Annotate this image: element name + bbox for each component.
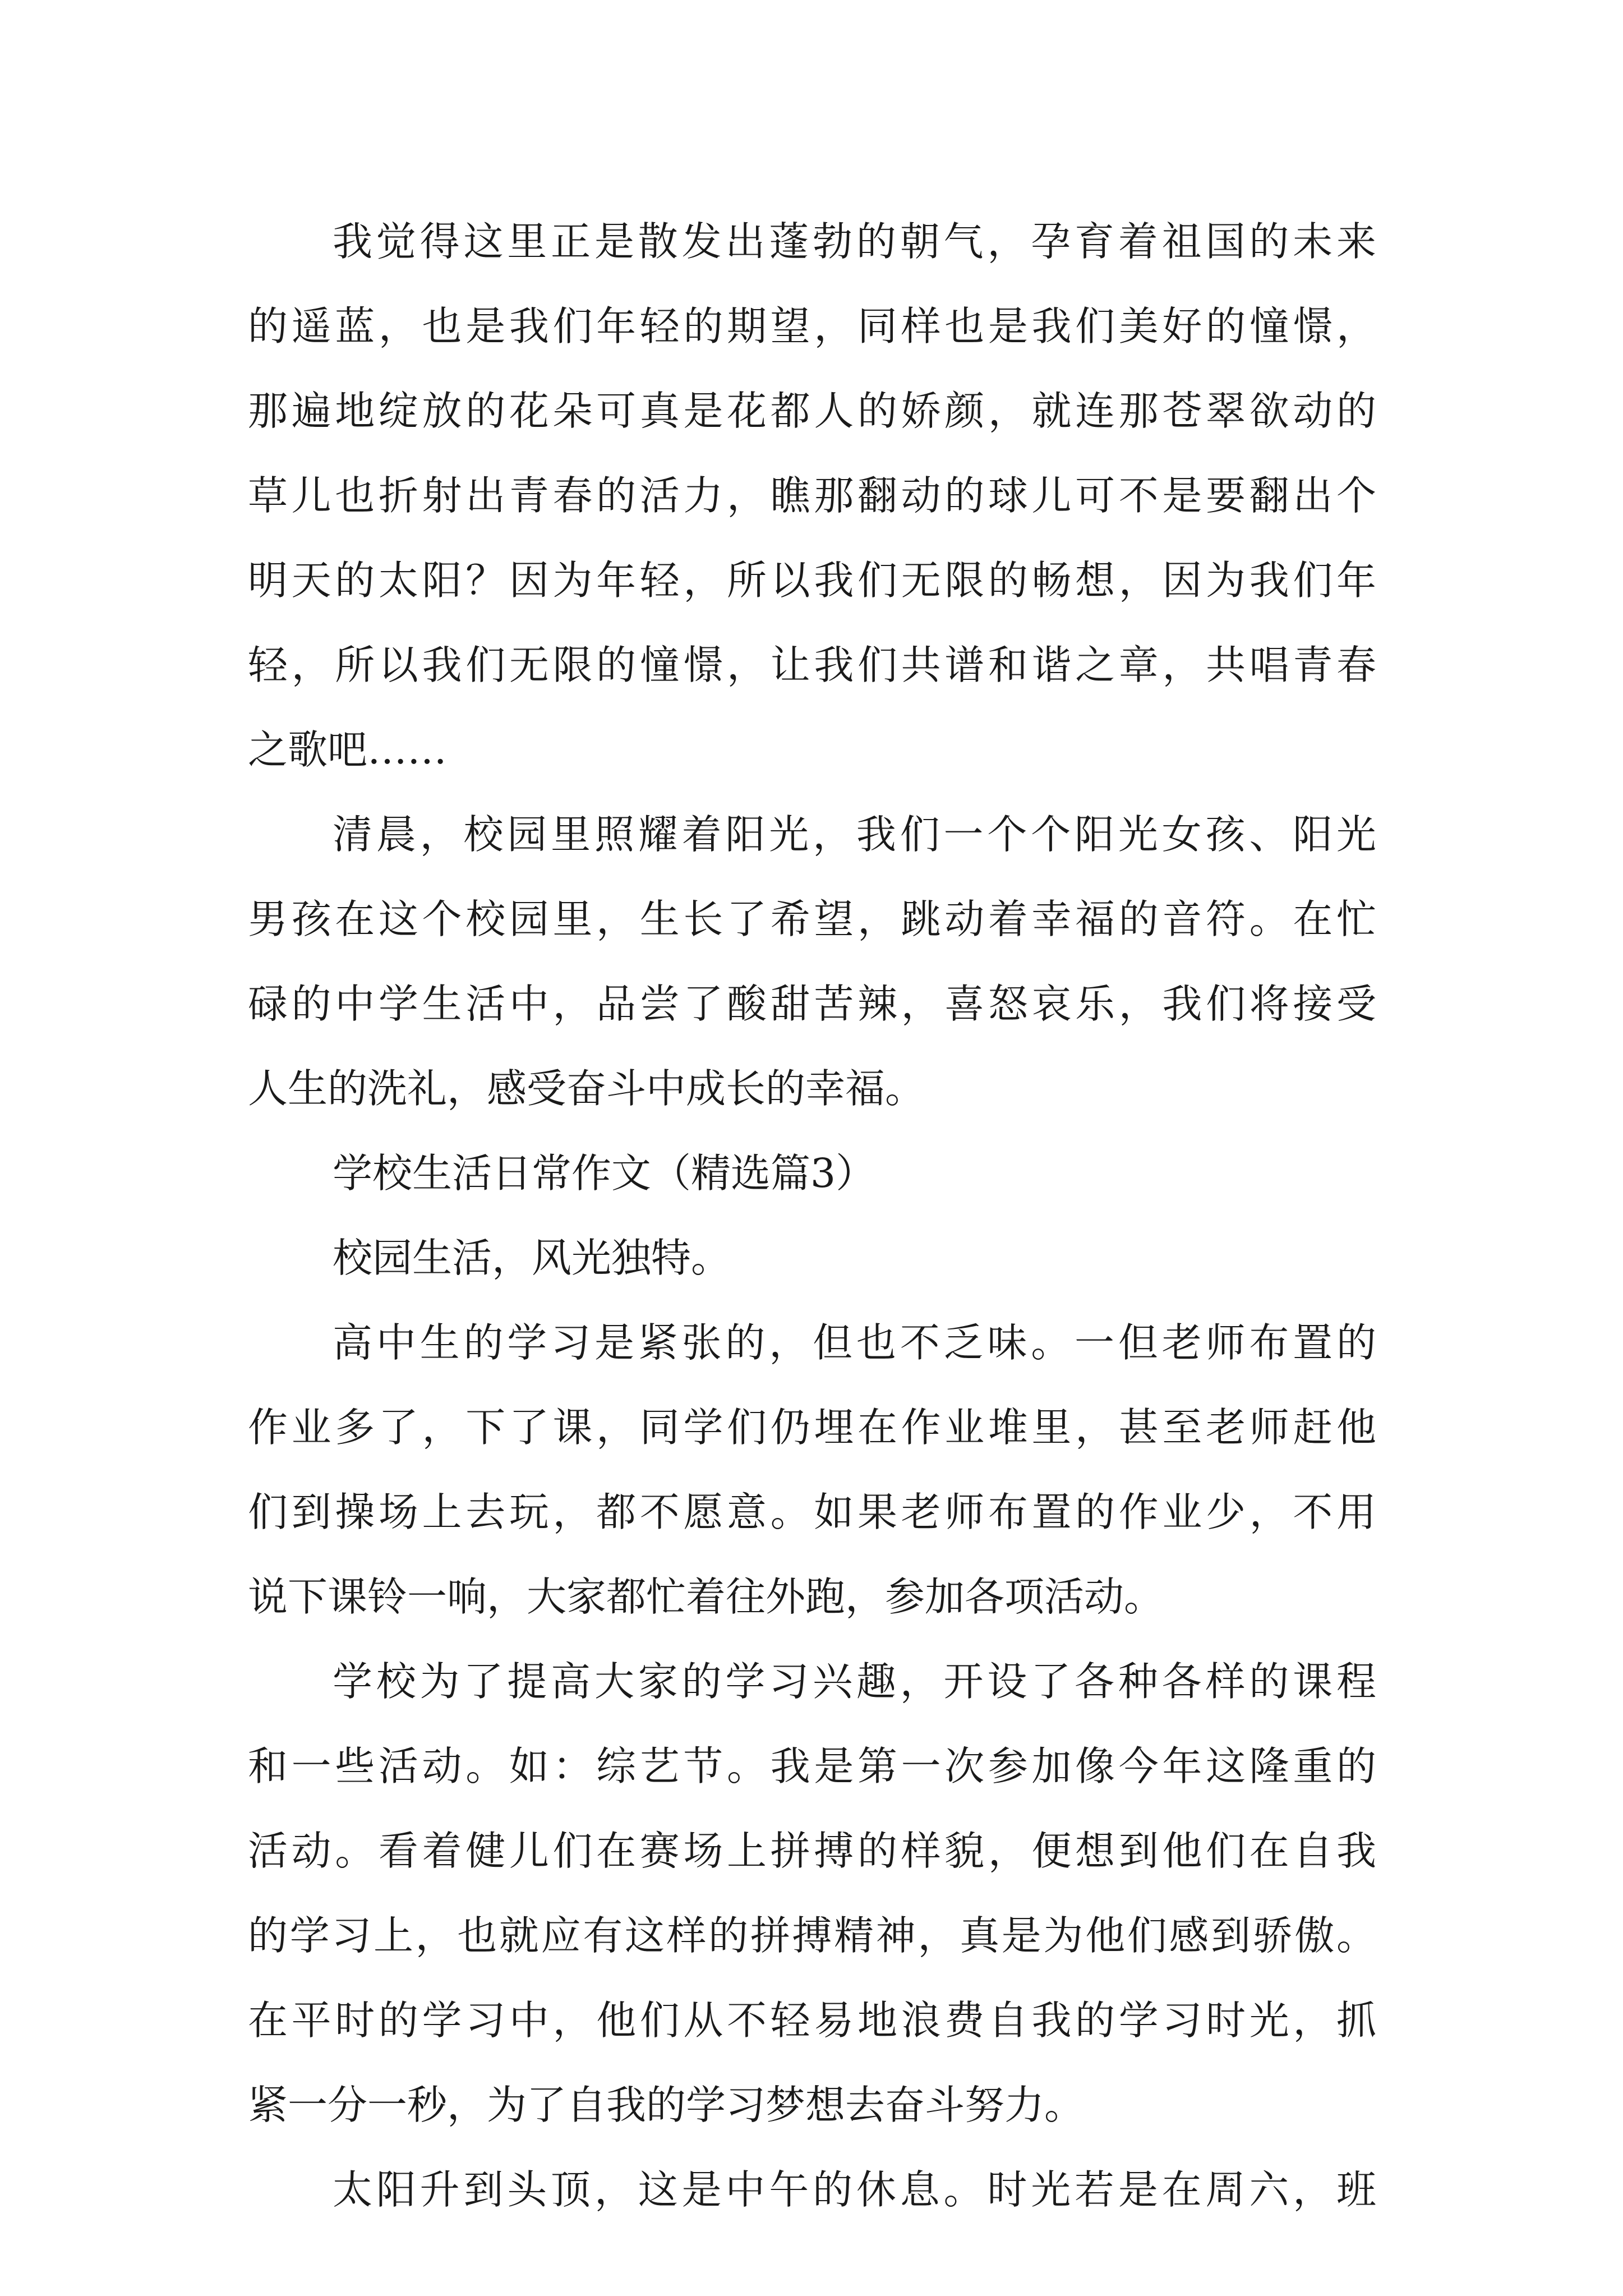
text-line: 作业多了，下了课，同学们仍埋在作业堆里，甚至老师赶他 <box>248 1404 1376 1451</box>
text-line: 校园生活，风光独特。 <box>333 1235 731 1281</box>
text-line: 明天的太阳？因为年轻，所以我们无限的畅想，因为我们年 <box>248 557 1376 604</box>
text-line: 和一些活动。如：综艺节。我是第一次参加像今年这隆重的 <box>248 1743 1376 1789</box>
text-line: 我觉得这里正是散发出蓬勃的朝气，孕育着祖国的未来 <box>333 218 1376 265</box>
text-line: 的学习上，也就应有这样的拼搏精神，真是为他们感到骄傲。 <box>248 1912 1376 1959</box>
text-line: 高中生的学习是紧张的，但也不乏味。一但老师布置的 <box>333 1319 1376 1366</box>
text-line: 活动。看着健儿们在赛场上拼搏的样貌，便想到他们在自我 <box>248 1828 1376 1874</box>
text-line: 紧一分一秒，为了自我的学习梦想去奋斗努力。 <box>248 2082 1085 2128</box>
text-line: 在平时的学习中，他们从不轻易地浪费自我的学习时光，抓 <box>248 1997 1376 2044</box>
text-line: 们到操场上去玩，都不愿意。如果老师布置的作业少，不用 <box>248 1489 1376 1535</box>
text-line: 碌的中学生活中，品尝了酸甜苦辣，喜怒哀乐，我们将接受 <box>248 981 1376 1027</box>
text-line: 草儿也折射出青春的活力，瞧那翻动的球儿可不是要翻出个 <box>248 472 1376 519</box>
text-line: 轻，所以我们无限的憧憬，让我们共谱和谐之章，共唱青春 <box>248 642 1376 688</box>
text-line: 学校为了提高大家的学习兴趣，开设了各种各样的课程 <box>333 1658 1376 1705</box>
text-line: 之歌吧…… <box>248 726 448 773</box>
text-line: 的遥蓝，也是我们年轻的期望，同样也是我们美好的憧憬， <box>248 303 1376 349</box>
text-line: 清晨，校园里照耀着阳光，我们一个个阳光女孩、阳光 <box>333 811 1376 858</box>
text-line: 学校生活日常作文（精选篇3） <box>333 1150 876 1197</box>
text-line: 人生的洗礼，感受奋斗中成长的幸福。 <box>248 1065 925 1112</box>
text-line: 说下课铃一响，大家都忙着往外跑，参加各项活动。 <box>248 1573 1164 1620</box>
article-body <box>248 199 1376 2232</box>
text-line: 太阳升到头顶，这是中午的休息。时光若是在周六，班 <box>333 2166 1376 2213</box>
text-line: 那遍地绽放的花朵可真是花都人的娇颜，就连那苍翠欲动的 <box>248 388 1376 434</box>
text-line: 男孩在这个校园里，生长了希望，跳动着幸福的音符。在忙 <box>248 896 1376 942</box>
